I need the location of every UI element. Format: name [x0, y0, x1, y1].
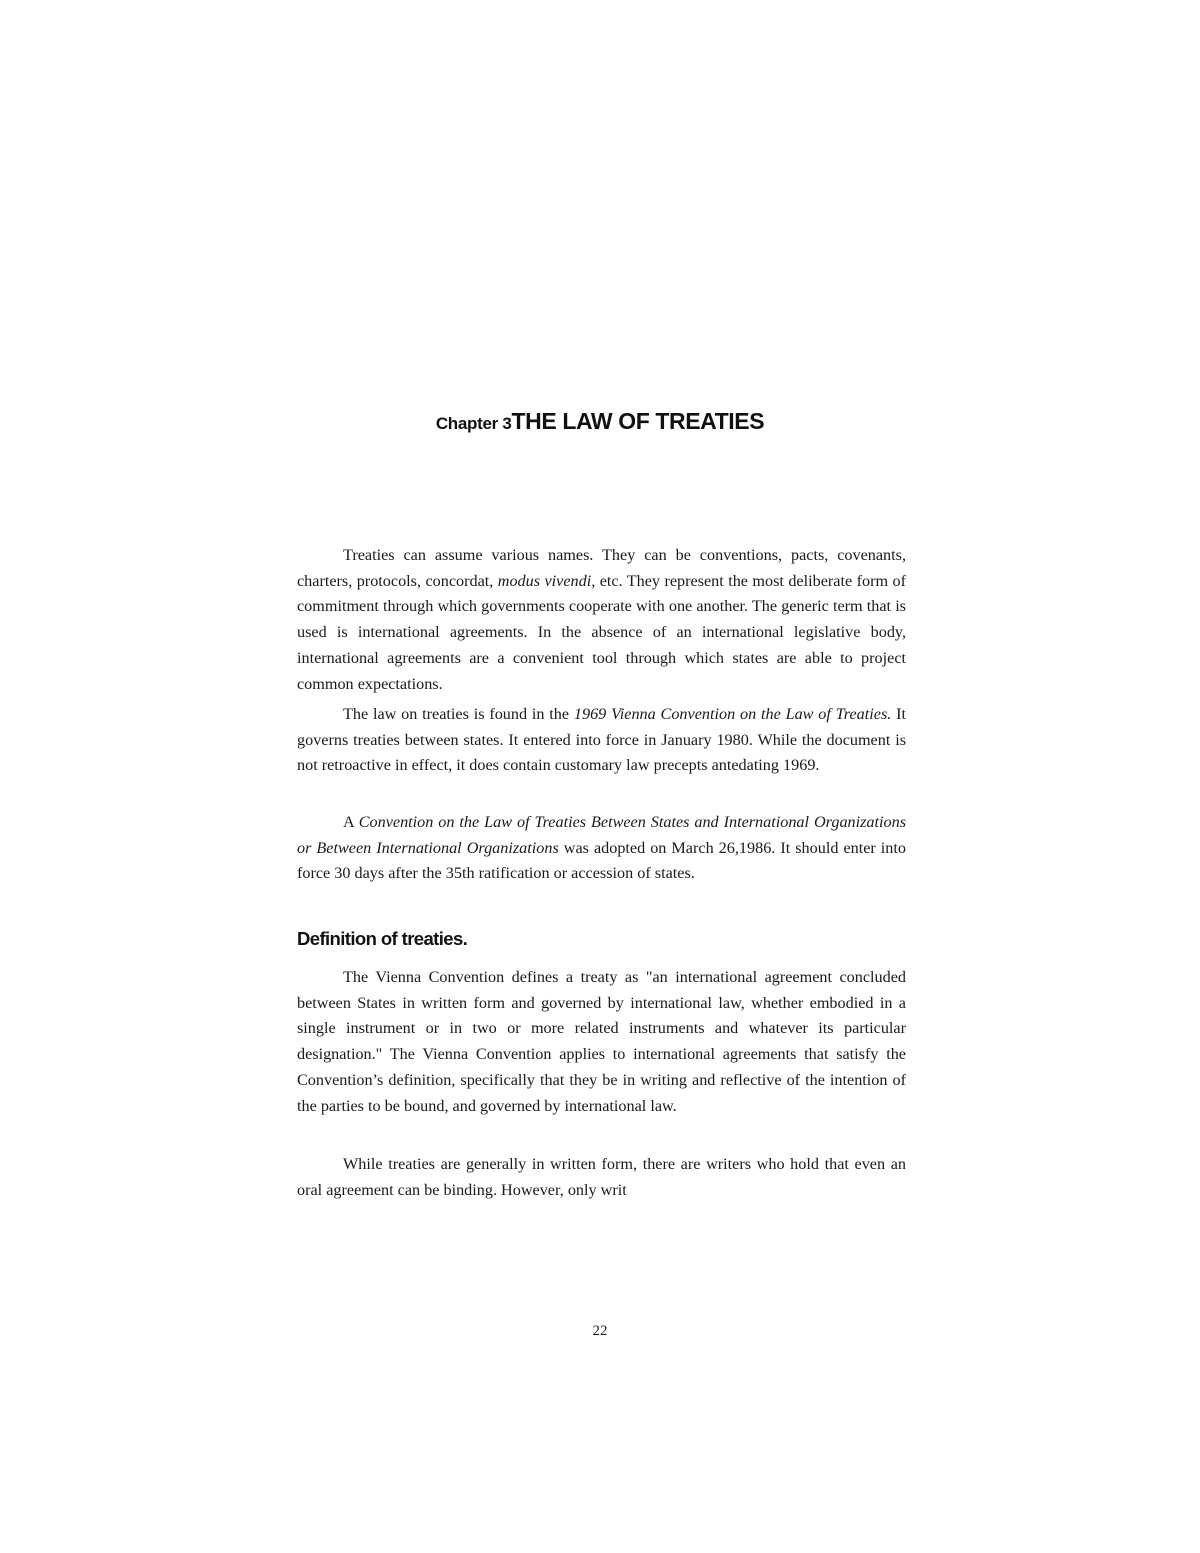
italic-term: 1969 Vienna Convention on the Law of Treaties. — [573, 705, 892, 723]
paragraph-1 — [297, 543, 906, 697]
paragraph-text: The Vienna Convention defines a treaty as "an international agreement concluded between States in written form and governed by international law, whether embodied in a single instrument or in two or more related instruments and whatever its particular designation." The Vienna Convention applies to international agreements that satisfy the Convention’s definition, specifically that they be in writing and reflective of the intention of the parties to be bound, and governed by international law. — [297, 968, 906, 1115]
paragraph-text: etc. They represent the most deliberate form of commitment through which governments cooperate with one another. The generic term that is used is international agreements. In the absence of an international legislative body, international agreements are a convenient tool through which states are able to project common expectations. — [297, 571, 906, 693]
paragraph-text: The law on treaties is found in the — [343, 705, 574, 723]
paragraph-text: While treaties are generally in written form, there are writers who hold that even an oral agreement can be binding. However, only writ — [297, 1155, 906, 1199]
paragraph-text: A — [343, 813, 359, 831]
paragraph-text: It governs treaties between states. It entered into force in January 1980. While the document is not retroactive in effect, it does contain customary law precepts antedating 1969. — [297, 705, 906, 775]
italic-term: Convention on the Law of Treaties Between States and International Organizations or Between International Organizations — [297, 813, 906, 857]
paragraph-text: was adopted on March 26,1986. It should enter into force 30 days after the 35th ratification or accession of states. — [297, 838, 906, 883]
paragraph-4 — [297, 965, 906, 1119]
chapter-label: Chapter 3 — [435, 414, 512, 433]
paragraph-3 — [297, 810, 906, 887]
chapter-title: THE LAW OF TREATIES — [511, 408, 765, 434]
paragraph-5 — [297, 1152, 906, 1203]
italic-term: modus vivendi, — [497, 571, 596, 590]
paragraph-text: Treaties can assume various names. They can be conventions, pacts, covenants, charters, protocols, concordat, — [297, 546, 906, 590]
page-number: 22 — [592, 1323, 608, 1339]
chapter-heading — [0, 400, 1200, 437]
paragraph-2 — [297, 702, 906, 779]
section-heading: Definition of treaties. — [297, 928, 468, 949]
